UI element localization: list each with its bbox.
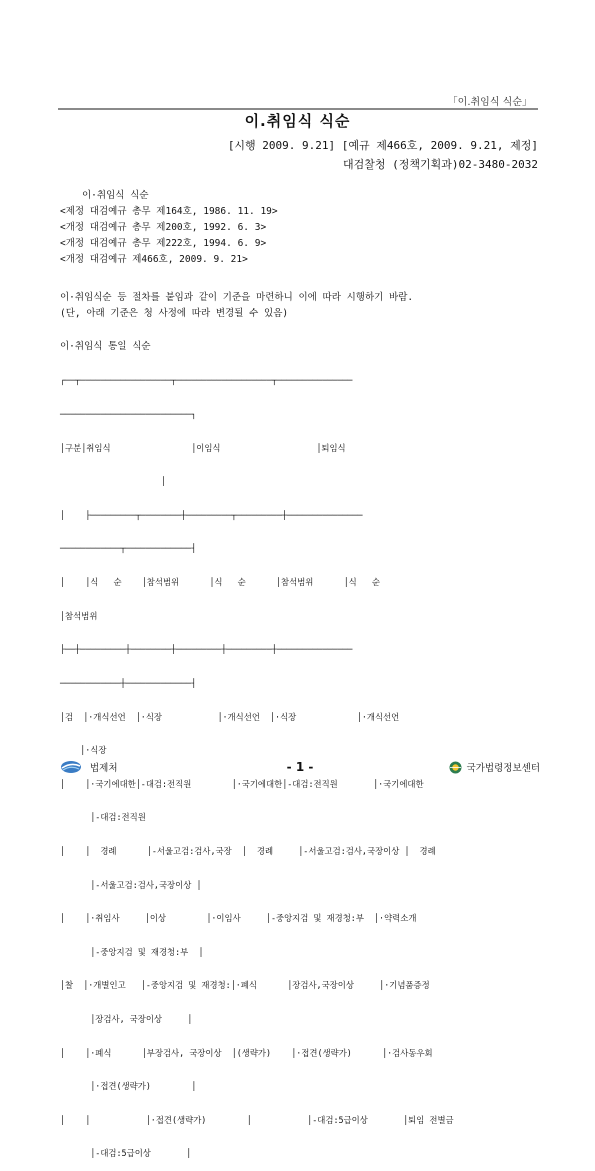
history-item: <개정 대검예규 총무 제200호, 1992. 6. 3>: [60, 222, 267, 233]
table-line: ┌──┬──────────────────┬───────────────────┬───────────────: [60, 375, 353, 386]
footer-right-text: 국가법령정보센터: [466, 763, 540, 774]
table-line: │ │·취임사 │이상 │·이임사 │-중앙지검 및 재경청:부 │·약력소개: [60, 913, 417, 924]
intro-paragraph: [60, 290, 413, 322]
document-title: 이.취임식 식순: [244, 112, 351, 130]
history-heading: 이·취임식 식순: [82, 190, 149, 201]
history-item: <개정 대검예규 총무 제222호, 1994. 6. 9>: [60, 238, 267, 249]
document-meta: [228, 136, 538, 174]
table-line: │-중앙지검 및 재경청:부 │: [60, 946, 204, 957]
table-line: │ │·국기에대한│-대검:전직원 │·국기에대한│-대검:전직원 │·국기에대한: [60, 778, 424, 789]
table-line: │-대검:5급이상 │: [60, 1148, 192, 1159]
section-label: 「이.취임식 식순」: [447, 97, 532, 108]
footer-left-text: 법제처: [90, 763, 118, 774]
page-number: - 1 -: [286, 760, 314, 774]
page-footer: [60, 760, 540, 780]
history-item: <제정 대검예규 총무 제164호, 1986. 11. 19>: [60, 206, 278, 217]
table-line: │-서울고검:검사,국장이상 │: [60, 879, 202, 890]
table-line: │ ├─────────┬────────┼─────────┬─────────┼───────────────: [60, 509, 363, 520]
table-line: ├──┼─────────┼────────┼─────────┼─────────┼───────────────: [60, 644, 353, 655]
table-line: │ │식 순 │참석범위 │식 순 │참석범위 │식 순: [60, 577, 380, 588]
table-line: │참석범위: [60, 610, 98, 621]
table-line: │·접견(생략가) │: [60, 1081, 197, 1092]
table-line: │구분│취임식 │이임식 │퇴임식: [60, 442, 346, 453]
table-line: │ │ 경례 │-서울고검:검사,국장 │ 경례 │-서울고검:검사,국장이상 │ 경례: [60, 845, 436, 856]
intro-note: (단, 아래 기준은 청 사정에 따라 변경될 수 있음): [60, 308, 289, 319]
table-line: │ │ │·접견(생략가) │ │-대검:5급이상 │퇴임 전별금: [60, 1114, 454, 1125]
revision-history: [60, 188, 278, 268]
history-item: <개정 대검예규 제466호, 2009. 9. 21>: [60, 254, 248, 265]
law-center-logo-icon: [449, 761, 462, 774]
footer-right: [449, 760, 540, 774]
table-line: │-대검:전직원: [60, 812, 146, 823]
table-line: ──────────────────────────┐: [60, 409, 197, 420]
meta-effective-date: [시행 2009. 9.21] [예규 제466호, 2009. 9.21, 제정]: [227, 139, 538, 152]
table-title: 이·취임식 통일 식순: [60, 341, 151, 352]
intro-line: 이·취임식순 등 절차를 붙임과 같이 기준을 마련하니 이에 따라 시행하기 바람.: [60, 292, 414, 303]
table-line: │·식장: [60, 745, 107, 756]
table-line: │찰 │·개별인고 │-중앙지검 및 재경청:│·폐식 │장검사,국장이상 │·기념품증정: [60, 980, 430, 991]
table-line: │검 │·개식선언 │·식장 │·개식선언 │·식장 │·개식선언: [60, 711, 400, 722]
table-line: │: [60, 476, 166, 487]
table-line: │장검사, 국장이상 │: [60, 1013, 193, 1024]
table-line: ────────────┬─────────────┤: [60, 543, 197, 554]
meta-department: 대검찰청 (정책기획과)02-3480-2032: [343, 158, 538, 171]
table-line: ────────────┼─────────────┤: [60, 677, 197, 688]
table-line: │ │·폐식 │부장검사, 국장이상 │(생략가) │·접견(생략가) │·검사동우회: [60, 1047, 433, 1058]
